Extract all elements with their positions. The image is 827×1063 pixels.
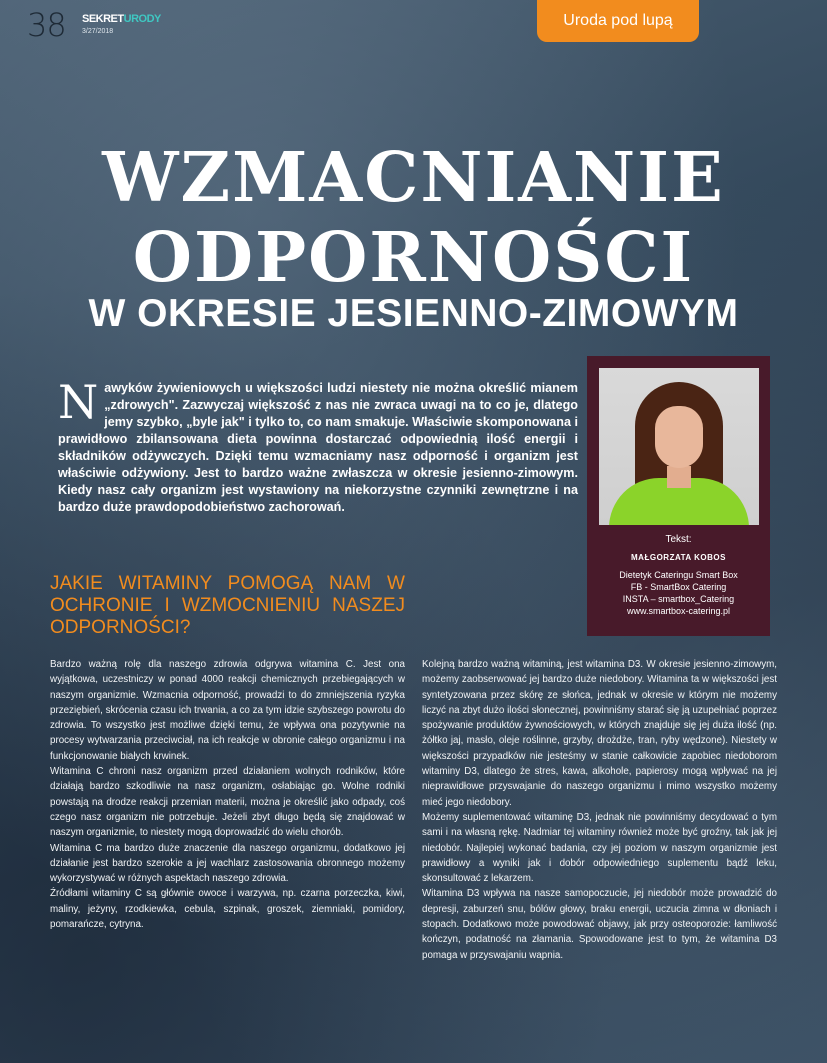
column-left — [50, 657, 405, 932]
intro-paragraph — [58, 375, 578, 516]
drop-cap: N — [58, 375, 99, 429]
author-label: Tekst: — [665, 534, 692, 545]
author-caption — [587, 533, 770, 617]
body-paragraph: Bardzo ważną rolę dla naszego zdrowia odgrywa witamina C. Jest ona wyjątkowa, uczestniczy w ponad 4000 reakcji chemicznych przebiegających w naszym organizmie. Wzmacnia odporność, prowadzi to do zmniejszenia ryzyka przeziębień, skrócenia czasu ich trwania, a co za tym idzie szybszego powrotu do zdrowia. To wszystko jest możliwe dzięki temu, że wpływa ona pozytywnie na procesy wytwarzania przeciwciał, na ich reakcje w obronie całego organizmu i na funkcjonowanie białych krwinek. — [50, 659, 405, 762]
author-role: Dietetyk Cateringu Smart Box — [619, 570, 738, 580]
body-paragraph: Witamina C ma bardzo duże znaczenie dla naszego organizmu, dodatkowo jej działanie jest bardzo szerokie a jej wachlarz zastosowania obronnego możemy wykorzystywać w różnych aspektach naszego zdrowia. — [50, 842, 405, 885]
article-title-line2: ODPORNOŚCI — [132, 218, 695, 298]
body-paragraph: Witamina C chroni nasz organizm przed działaniem wolnych rodników, które działają bardzo szkodliwie na nasz organizm, osłabiając go. Wolne rodniki powstają na drodze reakcji przemian materii, można je określić jako odpady, coś czego nasz organizm nie potrzebuje. Jeżeli zbyt długo będą się znajdować w naszym organizmie, to niestety mogą doprowadzić do wielu chorób. — [50, 766, 405, 839]
author-photo — [599, 368, 759, 525]
page-number: 38 — [27, 6, 66, 44]
body-paragraph: Witamina D3 wpływa na nasze samopoczucie, jej niedobór może prowadzić do depresji, zaburzeń snu, bólów głowy, braku energii, uczucia zimna w dłoniach i stopach. Dodatkowo może powodować objawy, jak przy osteoporozie: łamliwość kończyn, podatność na złamania. Spowodowane jest to tym, że witamina D3 pomaga w przyswajaniu wapnia. — [422, 888, 777, 961]
article-title-line1: WZMACNIANIE — [102, 138, 725, 218]
article-subtitle: W OKRESIE JESIENNO-ZIMOWYM — [88, 292, 739, 335]
section-tab: Uroda pod lupą — [537, 0, 699, 42]
magazine-brand — [82, 13, 161, 25]
column-right — [422, 657, 777, 963]
author-website: www.smartbox-catering.pl — [626, 606, 731, 616]
issue-date: 3/27/2018 — [82, 28, 114, 35]
body-paragraph: Możemy suplementować witaminę D3, jednak nie powinniśmy decydować o tym sami i na własną rękę. Nadmiar tej witaminy również może być groźny, tak jak jej niedobór. Najlepiej wykonać badania, czy jej poziom w naszym organizmie jest prawidłowy a wyniki jak i dobór odpowiedniego suplementu bądź leku, skonsultować z lekarzem. — [422, 811, 777, 885]
author-box — [587, 356, 770, 636]
body-paragraph: Źródłami witaminy C są głównie owoce i warzywa, np. czarna porzeczka, kiwi, maliny, jeżyny, rzodkiewka, cebula, szpinak, groszek, ziemniaki, pomidory, pomarańcze, cytryna. — [50, 888, 405, 931]
body-paragraph: Kolejną bardzo ważną witaminą, jest witamina D3. W okresie jesienno-zimowym, możemy zaobserwować jej bardzo duże niedobory. Witamina ta w większości jest syntetyzowana przez skórę ze słońca, jednak w okresie w którym nie możemy liczyć na zbyt dużo ilości słonecznej, powinniśmy starać się ją uzupełniać poprzez spożywanie produktów żywnościowych, w których znajduje się jej duża ilość (np. żółtko jaj, masło, oleje roślinne, grzyby, drożdże, tran, ryby wędzone). Niestety w większości przypadków nie jesteśmy w stanie całkowicie zapobiec niedoborom witaminy D3, dlatego że stres, kawa, alkohole, papierosy mogą wpływać na jej nieprawidłowe przyswajanie do naszego organizmu i mimo wszystko możemy mieć jego niedobory. — [422, 659, 777, 808]
section-heading: JAKIE WITAMINY POMOGĄ NAM W OCHRONIE I WZMOCNIENIU NASZEJ ODPORNOŚCI? — [50, 573, 405, 638]
author-instagram: INSTA – smartbox_Catering — [622, 594, 735, 604]
author-name: MAŁGORZATA KOBOS — [631, 553, 726, 562]
intro-text: awyków żywieniowych u większości ludzi niestety nie można określić mianem „zdrowych". Zazwyczaj większość z nas nie zwraca uwagi na to co je, dlatego jemy szybko, „byle jak" i tylko to, co nam smakuje. Właściwie skomponowana i prawidłowo zbilansowana dieta powinna dostarczać odpowiednią ilość energii i składników odżywczych. Dzięki temu wzmacniamy nasz odporność i organizm jest właściwie odżywiony. Jest to bardzo ważne zwłaszcza w okresie jesienno-zimowym. Kiedy nasz cały organizm jest wystawiony na niekorzystne czynniki zewnętrzne i na bardzo duże prawdopodobieństwo zachorowań. — [58, 381, 578, 514]
brand-part2: URODY — [123, 13, 161, 25]
author-facebook: FB - SmartBox Catering — [630, 582, 727, 592]
brand-part1: SEKRET — [82, 13, 124, 25]
